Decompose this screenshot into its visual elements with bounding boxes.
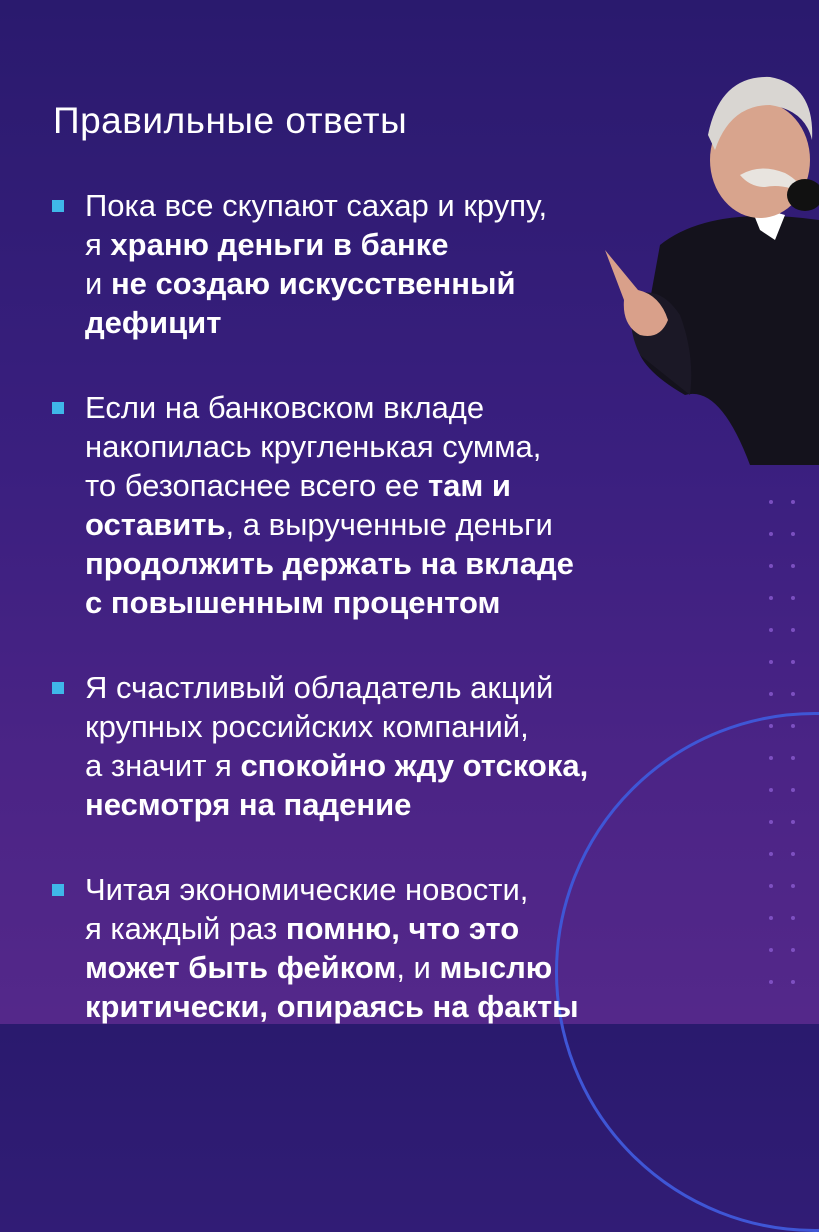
answer-line <box>85 466 732 505</box>
answer-line <box>85 746 732 785</box>
answer-text: Я счастливый обладатель акций <box>85 670 554 705</box>
answer-text: , и <box>396 950 440 985</box>
decorative-dot <box>769 564 773 568</box>
answer-text: Пока все скупают сахар и крупу, <box>85 188 548 223</box>
answer-line <box>85 909 732 948</box>
decorative-dot <box>769 788 773 792</box>
decorative-dot <box>791 660 795 664</box>
decorative-dot <box>769 756 773 760</box>
decorative-dot <box>791 980 795 984</box>
decorative-dot <box>769 820 773 824</box>
answer-line <box>85 186 732 225</box>
answer-emphasis: не создаю искусственный <box>110 266 516 301</box>
page-title: Правильные ответы <box>53 100 408 141</box>
answer-line <box>85 505 732 544</box>
answer-line <box>85 668 732 707</box>
decorative-dot <box>769 628 773 632</box>
answer-emphasis: критически, опираясь на факты <box>85 989 579 1024</box>
answer-text: я каждый раз <box>85 911 286 946</box>
decorative-dot <box>769 724 773 728</box>
decorative-dot <box>769 916 773 920</box>
answer-text: крупных российских компаний, <box>85 709 529 744</box>
answer-emphasis: храню деньги в банке <box>110 227 449 262</box>
decorative-dot <box>769 692 773 696</box>
bullet-square-icon <box>52 200 64 212</box>
answer-emphasis: оставить <box>85 507 226 542</box>
decorative-dot <box>769 660 773 664</box>
answer-line <box>85 427 732 466</box>
answer-emphasis: может быть фейком <box>85 950 397 985</box>
decorative-dot <box>769 980 773 984</box>
decorative-dot <box>791 916 795 920</box>
answer-line <box>85 388 732 427</box>
answer-line <box>85 264 732 303</box>
decorative-dot <box>791 500 795 504</box>
answer-item <box>52 388 732 622</box>
answer-line <box>85 707 732 746</box>
decorative-dot <box>791 756 795 760</box>
decorative-dot <box>769 948 773 952</box>
answer-emphasis: несмотря на падение <box>85 787 412 822</box>
answer-line <box>85 583 732 622</box>
decorative-dot <box>791 596 795 600</box>
answer-emphasis: спокойно жду отскока, <box>240 748 589 783</box>
answer-text: я <box>85 227 111 262</box>
answer-text: а значит я <box>85 748 241 783</box>
answer-text: то безопаснее всего ее <box>85 468 428 503</box>
decorative-dot <box>769 532 773 536</box>
decorative-dot <box>791 692 795 696</box>
answer-line <box>85 870 732 909</box>
decorative-dot <box>791 564 795 568</box>
answer-emphasis: дефицит <box>85 305 222 340</box>
answer-item <box>52 870 732 1026</box>
answer-line <box>85 987 732 1026</box>
decorative-dot <box>769 884 773 888</box>
decorative-dot <box>791 820 795 824</box>
decorative-dot <box>791 852 795 856</box>
answers-list <box>52 186 732 1072</box>
answer-line <box>85 225 732 264</box>
answer-text: , а вырученные деньги <box>225 507 553 542</box>
decorative-dot <box>791 628 795 632</box>
bullet-square-icon <box>52 884 64 896</box>
decorative-dot <box>791 532 795 536</box>
answer-text: Читая экономические новости, <box>85 872 529 907</box>
bullet-square-icon <box>52 402 64 414</box>
answer-text: Если на банковском вкладе <box>85 390 485 425</box>
decorative-dot <box>791 884 795 888</box>
answer-item <box>52 668 732 824</box>
decorative-dot <box>769 852 773 856</box>
answer-text: и <box>85 266 111 301</box>
answer-emphasis: продолжить держать на вкладе <box>85 546 574 581</box>
answer-text: накопилась кругленькая сумма, <box>85 429 542 464</box>
answer-line <box>85 544 732 583</box>
decorative-dot <box>769 596 773 600</box>
decorative-dot <box>791 724 795 728</box>
answer-line <box>85 303 732 342</box>
decorative-dot-grid <box>765 500 805 1020</box>
answer-item <box>52 186 732 342</box>
bullet-square-icon <box>52 682 64 694</box>
answer-emphasis: мыслю <box>439 950 553 985</box>
answer-emphasis: там и <box>427 468 511 503</box>
answer-emphasis: с повышенным процентом <box>85 585 501 620</box>
decorative-dot <box>769 500 773 504</box>
decorative-dot <box>791 948 795 952</box>
answer-line <box>85 948 732 987</box>
answer-line <box>85 785 732 824</box>
answer-emphasis: помню, что это <box>285 911 520 946</box>
decorative-dot <box>791 788 795 792</box>
